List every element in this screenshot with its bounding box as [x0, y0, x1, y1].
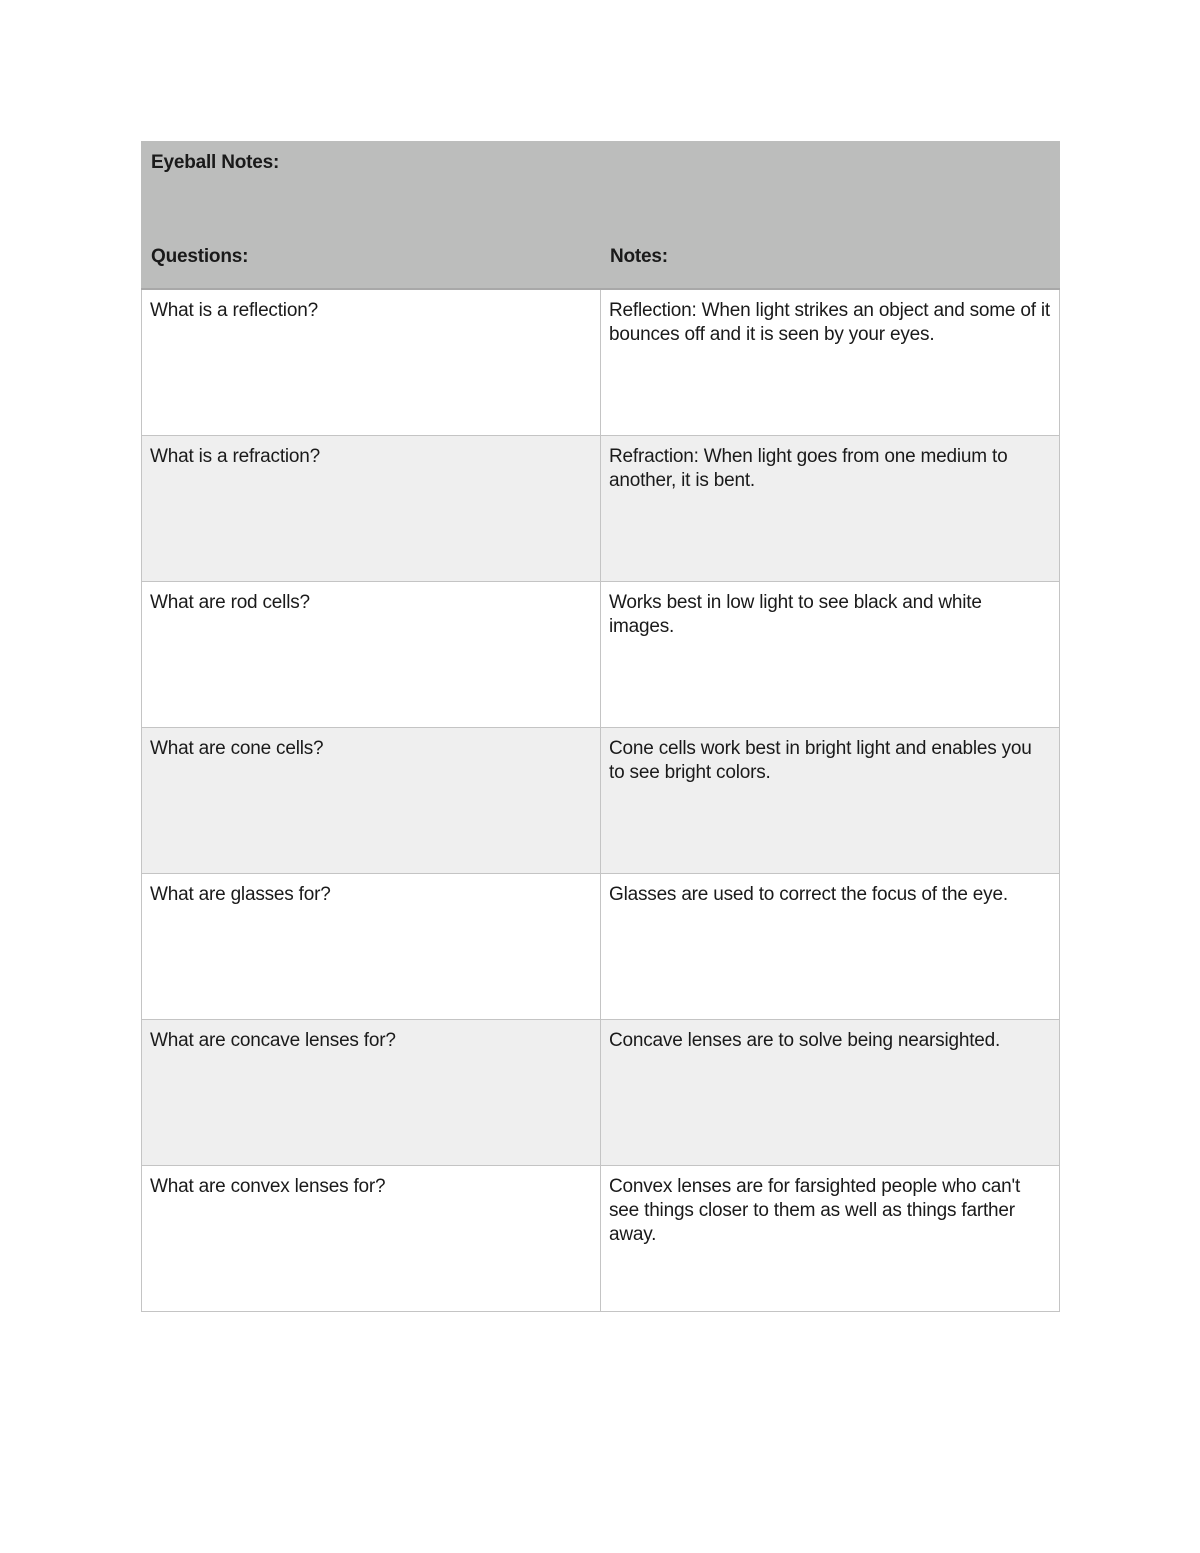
question-cell: What are convex lenses for? — [142, 1165, 601, 1311]
table-row — [142, 727, 1060, 873]
header-cell-notes — [601, 142, 1060, 290]
question-cell: What are glasses for? — [142, 873, 601, 1019]
note-cell: Refraction: When light goes from one medium to another, it is bent. — [601, 435, 1060, 581]
note-cell: Reflection: When light strikes an object and some of it bounces off and it is seen by your eyes. — [601, 289, 1060, 435]
notes-column-header: Notes: — [610, 246, 668, 267]
question-cell: What are rod cells? — [142, 581, 601, 727]
table-row — [142, 581, 1060, 727]
note-cell: Concave lenses are to solve being nearsighted. — [601, 1019, 1060, 1165]
question-cell: What are concave lenses for? — [142, 1019, 601, 1165]
table-header-row — [142, 142, 1060, 290]
table-row — [142, 1165, 1060, 1311]
table-row — [142, 289, 1060, 435]
table-row — [142, 435, 1060, 581]
page-title: Eyeball Notes: — [151, 152, 280, 173]
eyeball-notes-table — [141, 141, 1060, 1312]
note-cell: Works best in low light to see black and white images. — [601, 581, 1060, 727]
table-row — [142, 1019, 1060, 1165]
question-cell: What is a refraction? — [142, 435, 601, 581]
questions-column-header: Questions: — [151, 246, 249, 267]
header-cell-questions — [142, 142, 601, 290]
table-row — [142, 873, 1060, 1019]
question-cell: What are cone cells? — [142, 727, 601, 873]
question-cell: What is a reflection? — [142, 289, 601, 435]
note-cell: Cone cells work best in bright light and enables you to see bright colors. — [601, 727, 1060, 873]
note-cell: Glasses are used to correct the focus of the eye. — [601, 873, 1060, 1019]
note-cell: Convex lenses are for farsighted people who can't see things closer to them as well as things farther away. — [601, 1165, 1060, 1311]
